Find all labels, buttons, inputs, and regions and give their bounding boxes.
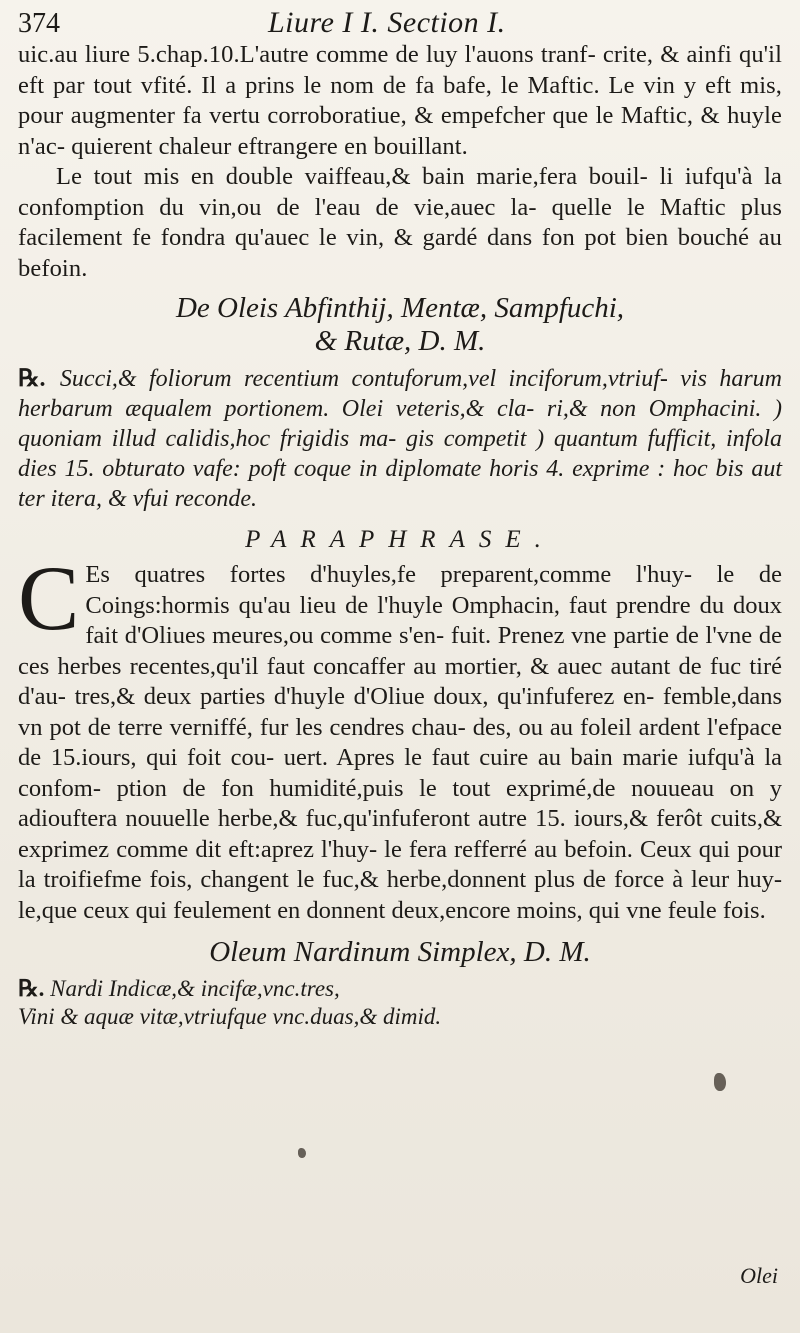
recipe-nard-line-1: Nardi Indicæ,& incifæ,vnc.tres, <box>50 976 340 1001</box>
page-number: 374 <box>18 8 60 39</box>
ink-smudge <box>714 1073 726 1091</box>
drop-cap: C <box>18 547 80 649</box>
paraphrase-title: PARAPHRASE. <box>245 526 555 553</box>
recipe-nard <box>18 975 782 1031</box>
running-header <box>18 6 782 40</box>
heading-line-1: De Oleis Abfinthij, Mentæ, Sampfuchi, <box>175 292 625 324</box>
second-paragraph: Le tout mis en double vaiffeau,& bain marie,fera bouil- li iufqu'à la confomption du vin,ou de l'eau de vie,auec la- quelle le Maftic plus facilement fe fondra qu'auec le vin, & gardé dans fon pot bien bouché au befoin. <box>18 163 782 282</box>
ink-smudge <box>298 1148 306 1158</box>
recipe-block <box>18 364 782 514</box>
recipe-nard-symbol: ℞. <box>18 976 45 1001</box>
paraphrase-text: Es quatres fortes d'huyles,fe preparent,comme l'huy- le de Coings:hormis qu'au lieu de l'huyle Omphacin, faut prendre du doux fait d'Oliues meures,ou comme s'en- fuit. Prenez vne partie de l'vne de ces herbes recentes,qu'il faut concaffer au mortier, & auec autant de fuc tiré d'au- tres,& deux parties d'huyle d'Oliue doux, qu'infuferez en- femble,dans vn pot de terre verniffé, fur les cendres chau- des, ou au foleil ardent l'efpace de 15.iours, qui foit cou- uert. Apres le faut cuire au bain marie iufqu'à la confom- ption de fon humidité,puis le tout exprimé,de nouueau on y adiouftera nouuelle herbe,& fuc,qu'infuferont autre 15. iours,& ferôt cuits,& exprimez comme dit eft:aprez l'huy- le fera refferré au befoin. Ceux qui pour la troifiefme fois, changent le fuc,& herbe,donnent plus de force à leur huy- le,que ceux qui feulement en donnent deux,encore moins, qui vne feule fois. <box>18 561 782 924</box>
intro-paragraph: uic.au liure 5.chap.10.L'autre comme de luy l'auons tranf- crite, & ainfi qu'il eft par tout vfité. Il a prins le nom de fa bafe, le Maftic. Le vin y eft mis, pour augmenter fa vertu corroboratiue, & empefcher que le Maftic, & huyle n'ac- quierent chaleur eftrangere en bouillant. <box>18 41 782 160</box>
section-heading-nard: Oleum Nardinum Simplex, D. M. <box>209 936 591 968</box>
recipe-symbol: ℞. <box>18 366 46 392</box>
paraphrase-paragraph <box>18 547 782 926</box>
running-title: Liure I I. Section I. <box>268 6 506 39</box>
catchword: Olei <box>740 1263 778 1288</box>
body-text <box>18 40 782 284</box>
recipe-nard-line-2: Vini & aquæ vitæ,vtriufque vnc.duas,& dimid. <box>18 1004 442 1029</box>
recipe-text: Succi,& foliorum recentium contuforum,vel inciforum,vtriuf- vis harum herbarum æqualem portionem. Olei veteris,& cla- ri,& non Omphacini. ) quoniam illud calidis,hoc frigidis ma- gis competit ) quantum fufficit, infola dies 15. obturato vafe: poft coque in diplomate horis 4. exprime : hoc bis aut ter itera, & vfui reconde. <box>18 366 783 512</box>
section-heading-oils <box>18 292 782 358</box>
heading-line-2: & Rutæ, D. M. <box>314 325 486 357</box>
